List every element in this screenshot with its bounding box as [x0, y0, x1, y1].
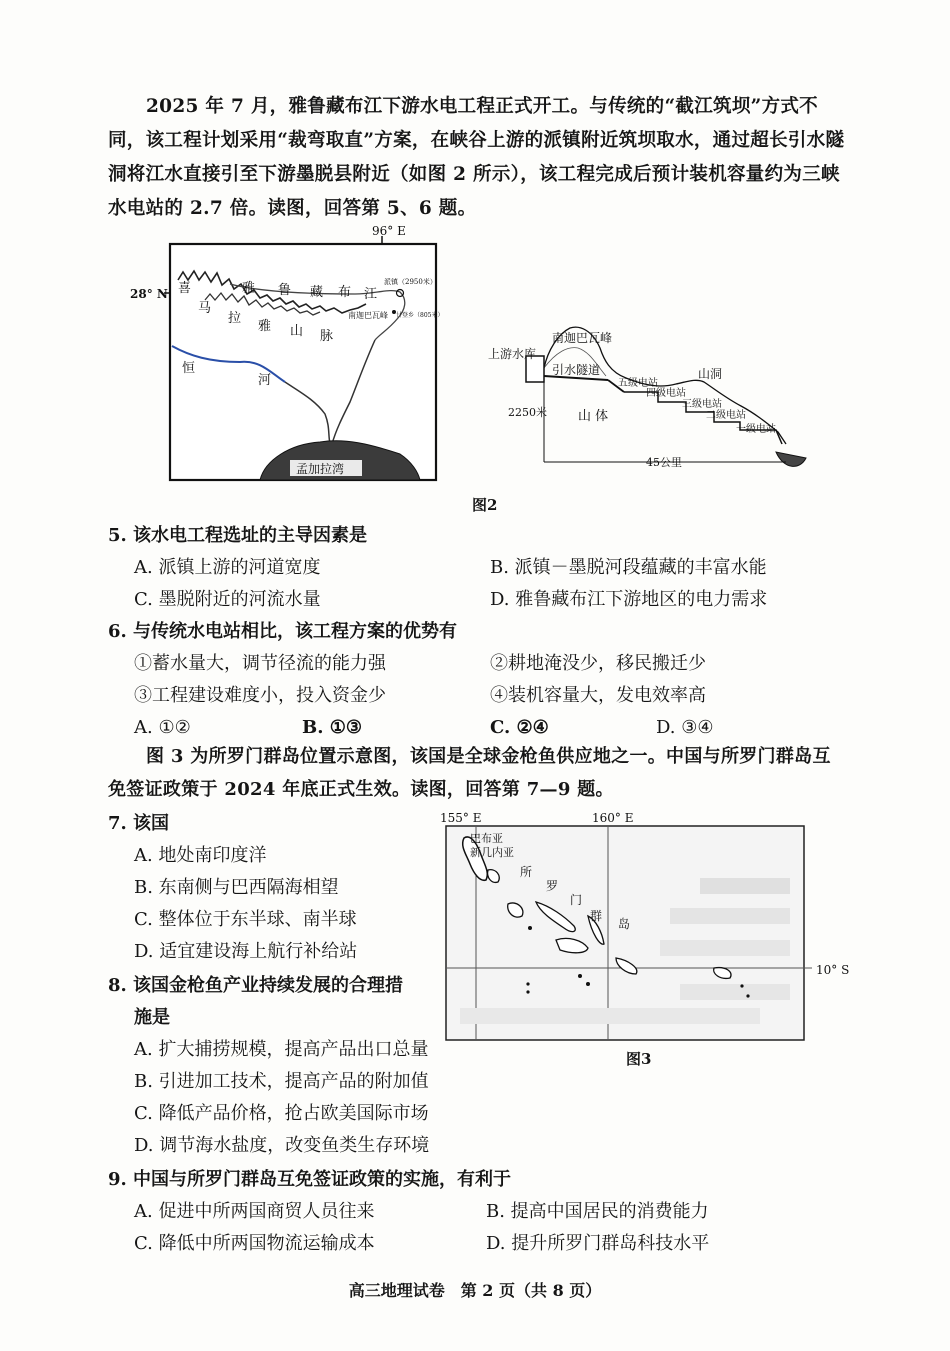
intro-paragraph-2: 图 3 为所罗门群岛位置示意图，该国是全球金枪鱼供应地之一。中国与所罗门群岛互免签证政策于 2024 年底正式生效。读图，回答第 7—9 题。: [108, 746, 831, 800]
map-lat-label: 28° N: [130, 287, 168, 301]
map-mtn-char-4: 雅: [258, 319, 272, 334]
fig3-png-line1: 巴布亚: [470, 832, 503, 845]
fig3-name-char-4: 群: [590, 909, 603, 923]
page-footer: 高三地理试卷 第 2 页（共 8 页）: [348, 1281, 602, 1300]
map-peak-label: 南迦巴瓦峰: [348, 311, 388, 320]
q5-option-d[interactable]: D. 雅鲁藏布江下游地区的电力需求: [490, 589, 768, 610]
figure-2-map: [130, 222, 450, 484]
fig3-name-char-2: 罗: [546, 879, 559, 893]
map-river-char-1: 雅: [242, 281, 256, 296]
map-ganges-char-1: 恒: [182, 361, 196, 376]
q5-stem: 5. 该水电工程选址的主导因素是: [108, 525, 368, 546]
fig3-name-char-3: 门: [570, 893, 583, 907]
bleed-through-5: [460, 1008, 760, 1024]
map-river-char-5: 江: [364, 287, 378, 302]
q7-option-b[interactable]: B. 东南侧与巴西隔海相望: [134, 877, 339, 898]
q6-statement-1: ①蓄水量大，调节径流的能力强: [134, 653, 386, 674]
profile-station-4: 四级电站: [646, 388, 686, 399]
islet-3: [586, 982, 590, 986]
map-river-char-2: 鲁: [278, 283, 292, 298]
bleed-through-3: [660, 940, 790, 956]
fig3-name-char-5: 岛: [618, 917, 631, 931]
q5-option-b[interactable]: B. 派镇－墨脱河段蕴藏的丰富水能: [490, 557, 767, 578]
q8-option-b[interactable]: B. 引进加工技术，提高产品的附加值: [134, 1071, 429, 1092]
river-basin: [776, 452, 806, 466]
fig3-png-line2: 新几内亚: [470, 846, 514, 859]
q6-statement-4: ④装机容量大，发电效率高: [490, 685, 706, 706]
profile-station-1: 一级电站: [736, 424, 776, 435]
profile-station-5: 五级电站: [618, 378, 658, 389]
q9-stem: 9. 中国与所罗门群岛互免签证政策的实施，有利于: [108, 1169, 512, 1190]
q9-option-d[interactable]: D. 提升所罗门群岛科技水平: [486, 1233, 710, 1254]
map-ganges-char-2: 河: [258, 373, 272, 388]
q6-statement-2: ②耕地淹没少，移民搬迁少: [490, 653, 706, 674]
profile-cave-label: 山洞: [698, 367, 723, 381]
map-town-label: 派镇（2950米）: [384, 278, 437, 286]
profile-peak-label: 南迦巴瓦峰: [552, 331, 613, 345]
figure-3-map: [440, 808, 850, 1048]
q9-option-b[interactable]: B. 提高中国居民的消费能力: [486, 1201, 709, 1222]
q7-option-a[interactable]: A. 地处南印度洋: [134, 845, 267, 866]
islet-6: [740, 984, 743, 987]
islet-7: [746, 994, 749, 997]
map-mtn-char-5: 山: [290, 324, 304, 339]
islet-4: [526, 982, 529, 985]
profile-distance-label: 45公里: [646, 456, 682, 469]
map-mtn-char-3: 拉: [228, 311, 242, 326]
islet-1: [528, 926, 532, 930]
fig3-lat-label: 10° S: [816, 963, 850, 977]
islet-2: [578, 974, 582, 978]
bleed-through-2: [670, 908, 790, 924]
profile-station-3: 三级电站: [682, 399, 722, 410]
q6-option-b[interactable]: B. ①③: [302, 717, 363, 738]
map-village-label: 甘登乡（805米）: [396, 312, 444, 319]
q9-option-a[interactable]: A. 促进中所两国商贸人员往来: [134, 1201, 375, 1222]
intro-paragraph-1: 2025 年 7 月，雅鲁藏布江下游水电工程正式开工。与传统的“截江筑坝”方式不同，该工程计划采用“裁弯取直”方案，在峡谷上游的派镇附近筑坝取水，通过超长引水隧洞将江水直接引至下游墨脱县附近（如图 2 所示），该工程完成后预计装机容量约为三峡水电站的 2.7 倍。读图，回答第 5、6 题。: [108, 96, 845, 219]
q6-option-a[interactable]: A. ①②: [134, 717, 191, 738]
map-mtn-char-6: 脉: [320, 329, 334, 344]
figure-3-caption: 图3: [626, 1050, 652, 1068]
map-river-char-4: 布: [338, 285, 352, 300]
q8-stem-line2: 施是: [134, 1007, 170, 1028]
profile-tunnel-label: 引水隧道: [552, 363, 601, 377]
q6-stem: 6. 与传统水电站相比，该工程方案的优势有: [108, 621, 458, 642]
q7-option-c[interactable]: C. 整体位于东半球、南半球: [134, 909, 357, 930]
map-mtn-char-2: 马: [198, 301, 212, 316]
islet-5: [526, 990, 529, 993]
fig3-name-char-1: 所: [520, 865, 533, 879]
figure-2-caption: 图2: [472, 496, 498, 514]
q7-stem: 7. 该国: [108, 813, 170, 834]
map-lon-label: 96° E: [372, 224, 406, 238]
map-bay-label: 孟加拉湾: [296, 462, 345, 476]
profile-station-2: 二级电站: [706, 410, 746, 421]
profile-mountain-label: 山 体: [578, 409, 609, 424]
q9-option-c[interactable]: C. 降低中所两国物流运输成本: [134, 1233, 375, 1254]
q7-option-d[interactable]: D. 适宜建设海上航行补给站: [134, 941, 358, 962]
q8-stem-line1: 8. 该国金枪鱼产业持续发展的合理措: [108, 975, 404, 996]
figure-2-profile: [486, 320, 816, 480]
map-river-char-3: 藏: [310, 285, 324, 300]
bleed-through-4: [680, 984, 790, 1000]
q8-option-c[interactable]: C. 降低产品价格，抢占欧美国际市场: [134, 1103, 429, 1124]
map-mtn-char-1: 喜: [178, 281, 192, 296]
q6-option-c[interactable]: C. ②④: [490, 717, 549, 738]
profile-height-label: 2250米: [508, 406, 547, 419]
bleed-through-1: [700, 878, 790, 894]
q5-option-c[interactable]: C. 墨脱附近的河流水量: [134, 589, 321, 610]
q5-option-a[interactable]: A. 派镇上游的河道宽度: [134, 557, 321, 578]
profile-reservoir-label: 上游水库: [488, 347, 537, 361]
fig3-lon2-label: 160° E: [592, 811, 634, 825]
q6-statement-3: ③工程建设难度小，投入资金少: [134, 685, 386, 706]
q8-option-a[interactable]: A. 扩大捕捞规模，提高产品出口总量: [134, 1039, 429, 1060]
q6-option-d[interactable]: D. ③④: [656, 717, 714, 738]
q8-option-d[interactable]: D. 调节海水盐度，改变鱼类生存环境: [134, 1135, 430, 1156]
fig3-lon1-label: 155° E: [440, 811, 482, 825]
